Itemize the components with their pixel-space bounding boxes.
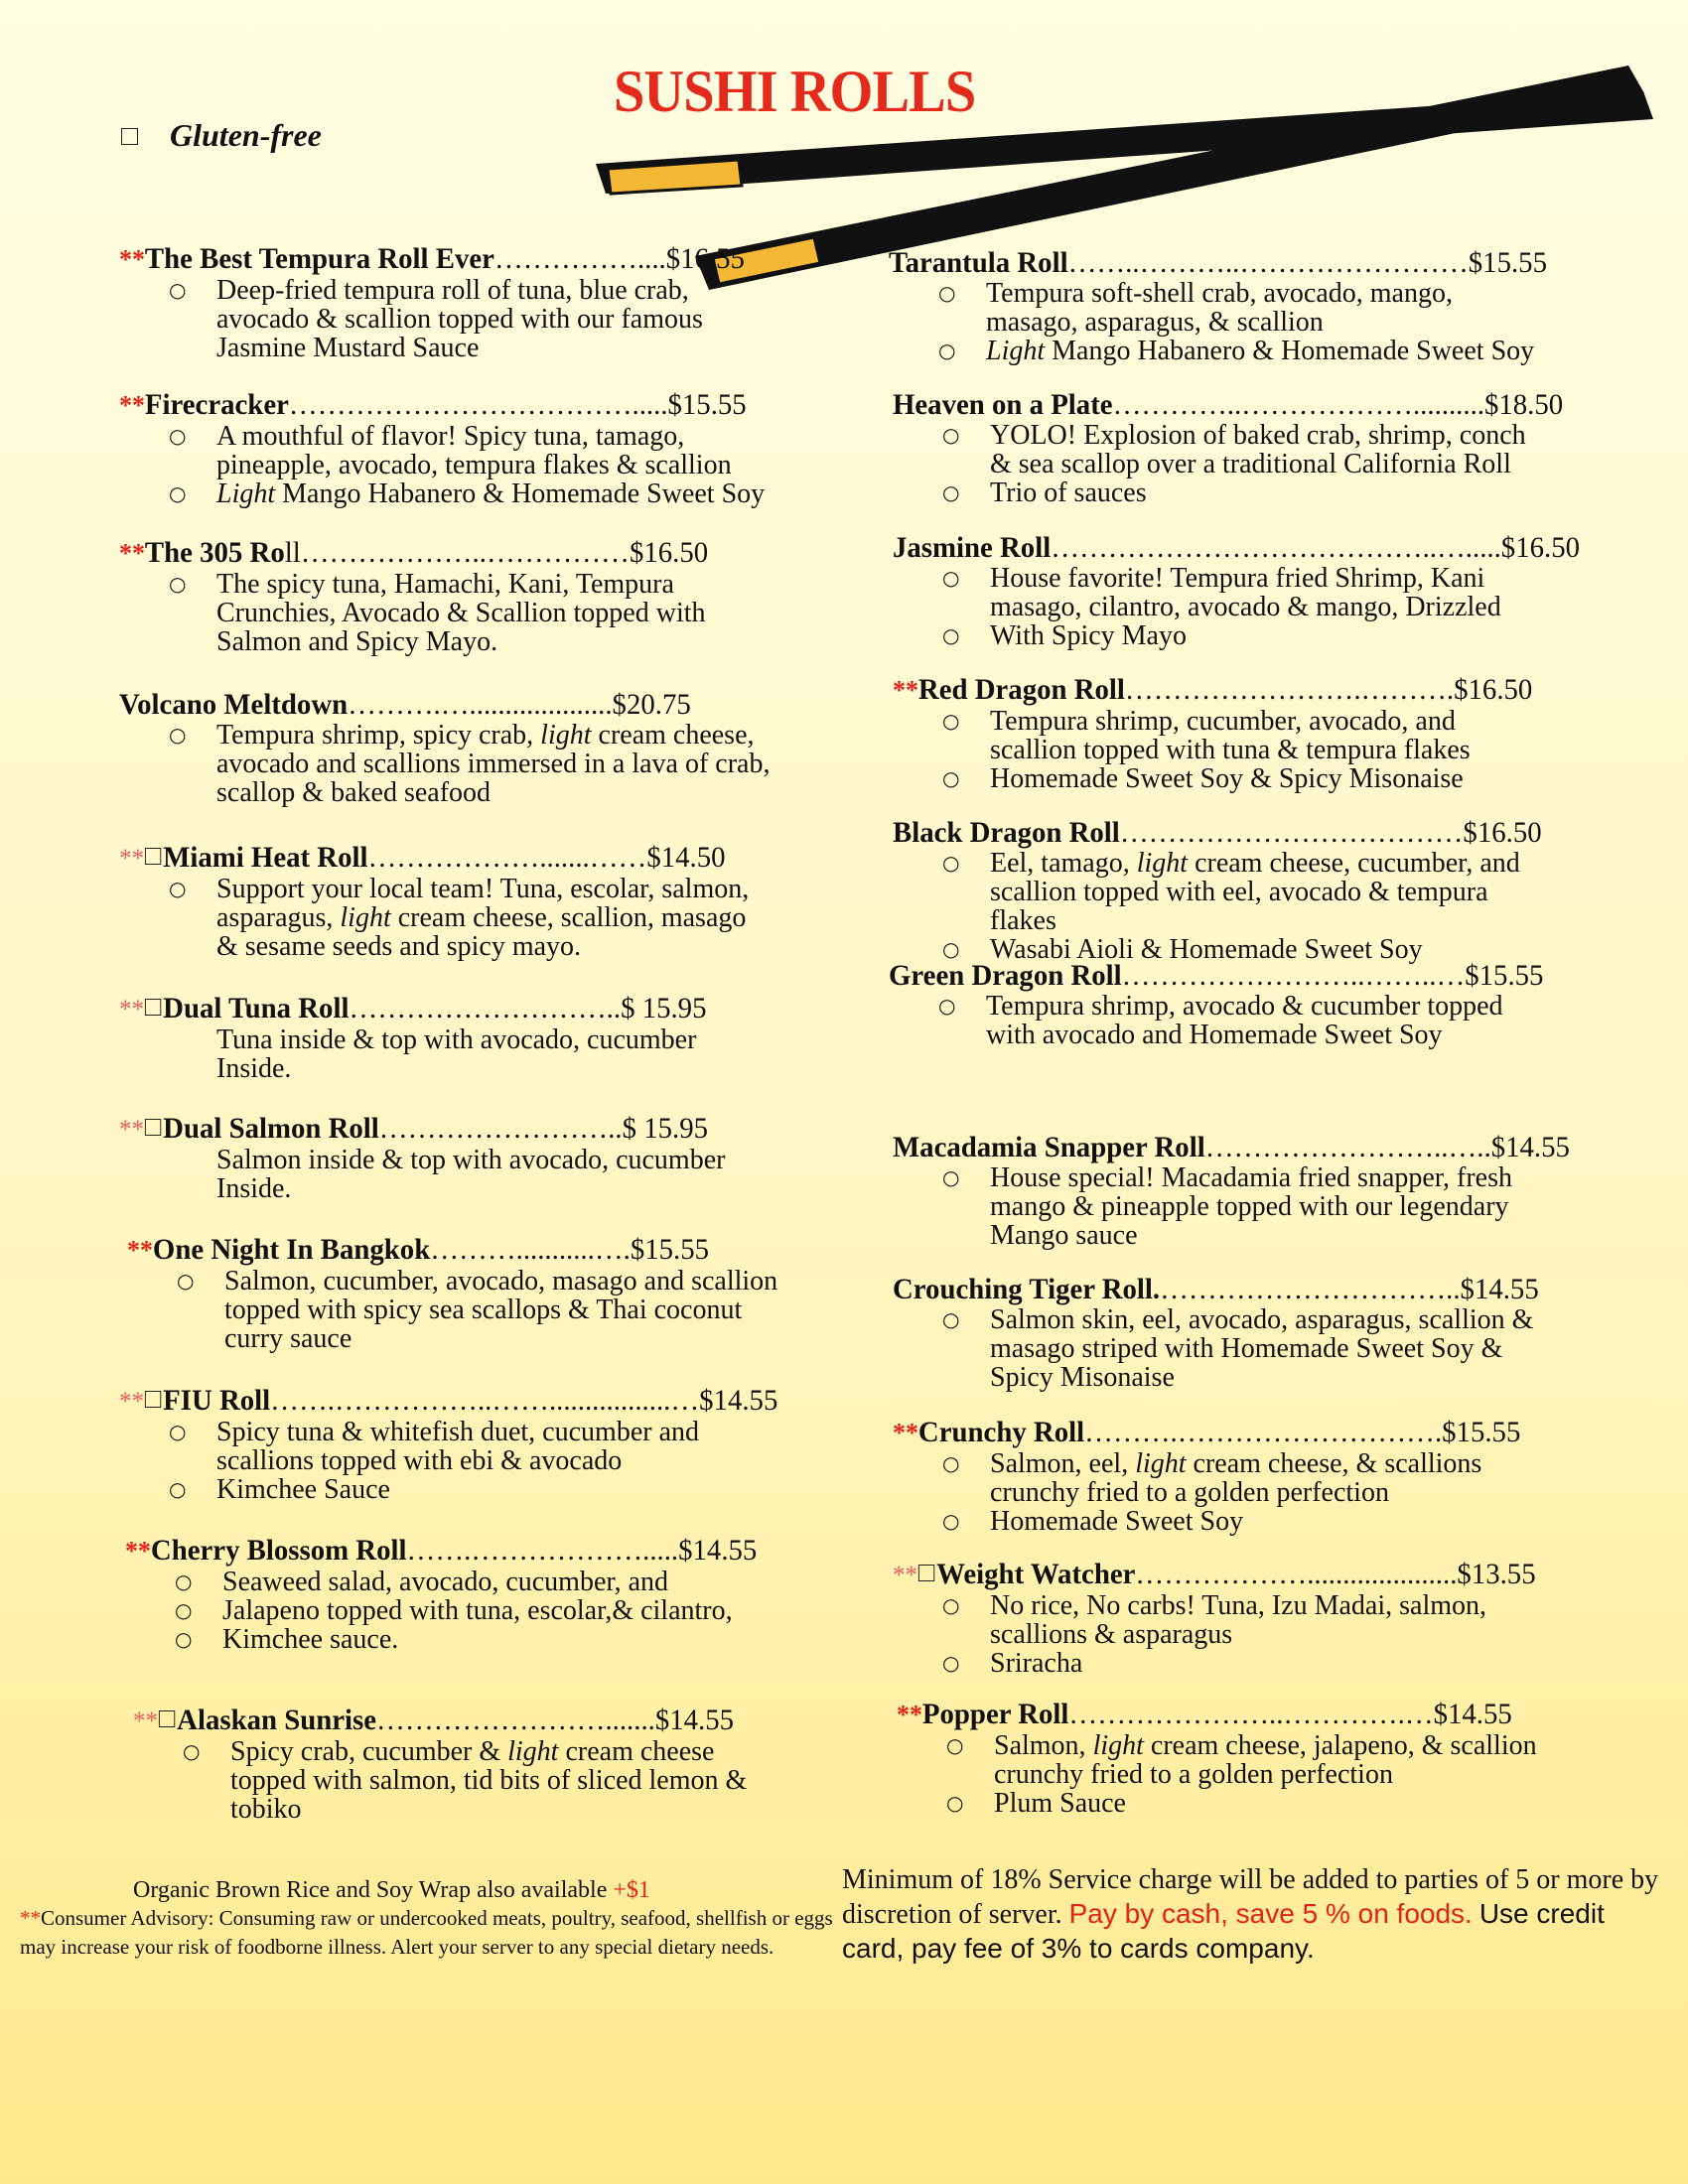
description-line: Salmon inside & top with avocado, cucumber [216,1145,726,1175]
menu-item-name: Red Dragon Roll [917,673,1125,706]
description-line: ○ Wasabi Aioli & Homemade Sweet Soy [893,935,1667,964]
menu-item-price: $16.50 [1500,531,1581,564]
description-line: Tuna inside & top with avocado, cucumber [216,1024,697,1055]
menu-item-description [893,849,1667,964]
description-line: ○ Salmon, light cream cheese, jalapeno, & scallion [897,1731,1671,1760]
description-line: ○ Spicy crab, cucumber & light cream cheese [133,1737,908,1766]
description-line: Inside. [216,1173,292,1204]
menu-item-header [889,959,1632,992]
raw-advisory-marker: ** [893,1561,917,1589]
description-line: ○ Kimchee Sauce [119,1475,894,1504]
menu-item-dual-salmon-roll [119,1112,894,1203]
description-line: ○ Plum Sauce [897,1789,1671,1818]
gluten-free-checkbox-icon [159,1710,175,1727]
description-line: crunchy fried to a golden perfection [994,1759,1393,1790]
menu-item-name: Popper Roll [921,1698,1069,1730]
menu-item-header [893,1416,1636,1449]
dot-leader: …………….... [493,242,666,275]
description-line: Jasmine Mustard Sauce [216,333,480,363]
menu-item-price: $ 15.95 [621,992,707,1024]
menu-item-description [119,570,894,656]
menu-item-description [893,1163,1667,1250]
service-charge-note: Minimum of 18% Service charge will be added to parties of 5 or more by discretion of server. Pay by cash, save 5 % on foods. Use credit card, pay fee of 3% to cards company. [842,1864,1659,1964]
menu-item-name: Alaskan Sunrise [177,1704,377,1736]
menu-item-name: Dual Tuna Roll [163,992,350,1024]
description-line: ○ Homemade Sweet Soy [893,1507,1667,1536]
description-line: Inside. [216,1053,292,1084]
gluten-free-checkbox-icon [145,1391,161,1408]
description-line: ○ Kimchee sauce. [125,1625,900,1654]
description-line: asparagus, light cream cheese, scallion, masago [216,902,747,933]
menu-item-description [893,1591,1667,1678]
menu-item-firecracker [119,388,894,508]
menu-item-one-night-in-bangkok [127,1233,902,1353]
description-line: ○ Deep-fried tempura roll of tuna, blue crab, [119,276,894,305]
gluten-free-label: Gluten-free [170,117,322,153]
description-line: ○ Salmon, eel, light cream cheese, & scallions [893,1449,1667,1478]
menu-item-description [893,1449,1667,1536]
description-line: ○ Homemade Sweet Soy & Spicy Misonaise [893,764,1667,793]
menu-item-name: FIU Roll [163,1384,271,1417]
menu-item-description [119,1025,894,1083]
description-line: flakes [990,905,1056,936]
menu-item-price: $14.55 [678,1534,758,1567]
description-line: ○ Salmon skin, eel, avocado, asparagus, scallion & [893,1305,1667,1334]
description-line: masago, asparagus, & scallion [986,307,1324,338]
brown-rice-note: Organic Brown Rice and Soy Wrap also available +$1 [133,1877,650,1903]
description-line: scallions & asparagus [990,1619,1233,1650]
description-line: ○ Trio of sauces [893,478,1667,507]
menu-item-header [133,1704,877,1737]
menu-item-header [119,688,863,721]
dot-leader: …………………….………. [1124,673,1455,706]
description-line: & sea scallop over a traditional California Roll [990,449,1511,479]
menu-item-header [119,536,863,570]
menu-item-header [893,673,1636,707]
description-line: avocado & scallion topped with our famous [216,304,703,335]
menu-item-name: Heaven on a Plate [893,388,1113,421]
description-line: scallion topped with tuna & tempura flakes [990,735,1471,765]
menu-item-name: Crunchy Roll [917,1416,1085,1448]
menu-item-description [133,1737,908,1824]
description-line: ○ Tempura shrimp, avocado & cucumber topped [889,992,1663,1021]
checkbox-square-icon [121,128,138,145]
gluten-free-checkbox-icon [145,848,161,865]
dot-leader: ………………………….. [1160,1273,1461,1305]
menu-item-price: $15.55 [630,1233,710,1266]
menu-item-price: $13.55 [1457,1558,1536,1590]
menu-item-header [119,841,863,875]
menu-item-popper-roll [897,1698,1671,1818]
description-line: ○ Support your local team! Tuna, escolar, salmon, [119,875,894,903]
menu-item-price: $14.55 [699,1384,778,1417]
description-line: ○ Tempura shrimp, cucumber, avocado, and [893,707,1667,736]
description-line: ○ Jalapeno topped with tuna, escolar,& cilantro, [125,1596,900,1625]
menu-item-name: Crouching Tiger Roll. [893,1273,1161,1305]
menu-item-header [893,1273,1636,1305]
description-line: with avocado and Homemade Sweet Soy [986,1020,1443,1050]
menu-item-volcano-meltdown [119,688,894,807]
menu-item-name: Miami Heat Roll [163,841,368,874]
menu-item-name: Tarantula Roll [889,246,1068,279]
description-line: masago striped with Homemade Sweet Soy & [990,1333,1503,1364]
menu-item-the-best-tempura-roll-ever [119,242,894,362]
gluten-free-legend [121,117,322,154]
raw-advisory-marker: ** [119,538,145,568]
description-line: avocado and scallions immersed in a lava of crab, [216,749,771,779]
menu-item-name: Volcano Meltdown [119,688,349,721]
menu-item-name: The 305 Ro [144,536,285,569]
menu-item-price: $ 15.95 [622,1112,709,1145]
menu-item-header [897,1698,1640,1731]
description-line: ○ The spicy tuna, Hamachi, Kani, Tempura [119,570,894,599]
menu-item-dual-tuna-roll [119,992,894,1083]
card-fee-note: Use credit card, pay fee of 3% to cards company. [842,1898,1605,1964]
menu-item-description [893,707,1667,793]
menu-item-name: Dual Salmon Roll [163,1112,379,1145]
gluten-free-checkbox-icon [918,1565,934,1581]
menu-item-description [125,1568,900,1654]
menu-item-name: The Best Tempura Roll Ever [144,242,494,275]
menu-item-description [893,1305,1667,1392]
menu-item-alaskan-sunrise [133,1704,908,1824]
menu-item-description [119,1146,894,1203]
menu-item-header [119,1112,863,1146]
menu-item-weight-watcher [893,1558,1667,1678]
menu-item-description [127,1267,902,1353]
description-line: scallions topped with ebi & avocado [216,1445,623,1476]
dot-leader: ………………..................... [1135,1558,1458,1590]
menu-item-header [893,1131,1636,1163]
menu-item-price: $14.50 [646,841,726,874]
menu-item-jasmine-roll [893,531,1667,650]
menu-item-tarantula-roll [889,246,1663,365]
menu-item-description [119,276,894,362]
description-line: Salmon and Spicy Mayo. [216,626,498,657]
dot-leader: …………………..………….… [1068,1698,1434,1730]
description-line: ○ Eel, tamago, light cream cheese, cucumber, and [893,849,1667,878]
menu-item-red-dragon-roll [893,673,1667,793]
description-line: ○ Tempura shrimp, spicy crab, light cream cheese, [119,721,894,750]
menu-item-description [897,1731,1671,1818]
menu-item-fiu-roll [119,1384,894,1504]
menu-item-price: $16.55 [665,242,745,275]
menu-item-price: $15.55 [1442,1416,1521,1448]
dot-leader: ……………………….. [349,992,622,1024]
dot-leader: ………………..…………… [300,536,630,569]
dot-leader: ……….….................... [348,688,613,721]
menu-item-name: Jasmine Roll [893,531,1052,564]
menu-item-name: One Night In Bangkok [152,1233,431,1266]
menu-item-description [889,279,1663,365]
raw-advisory-marker: ** [119,390,145,420]
description-line: masago, cilantro, avocado & mango, Drizzled [990,592,1501,622]
menu-item-header [893,816,1636,849]
description-line: Crunchies, Avocado & Scallion topped with [216,598,706,628]
menu-item-header [119,992,863,1025]
description-line: topped with salmon, tid bits of sliced lemon & [230,1765,748,1796]
description-line: ○ Light Mango Habanero & Homemade Sweet Soy [889,337,1663,365]
consumer-advisory: **Consumer Advisory: Consuming raw or undercooked meats, poultry, seafood, shellfish or eggs may increase your risk of foodborne illness. Alert your server to any special dietary needs. [20,1906,833,1959]
raw-advisory-marker: ** [119,244,145,274]
menu-item-price: $16.50 [1463,816,1542,849]
description-line: ○ With Spicy Mayo [893,621,1667,650]
menu-item-price: $16.50 [1454,673,1533,706]
raw-advisory-marker: ** [897,1700,922,1729]
menu-item-price: $15.55 [667,388,747,421]
menu-item-name: Cherry Blossom Roll [150,1534,407,1567]
raw-advisory-marker: ** [119,995,144,1024]
raw-advisory-marker: ** [119,1387,144,1416]
description-line: scallion topped with eel, avocado & tempura [990,877,1488,907]
menu-item-price: $14.55 [1490,1131,1570,1163]
description-line: & sesame seeds and spicy mayo. [216,931,582,962]
dot-leader: …….………………..... [406,1534,679,1567]
cash-discount-note: Pay by cash, save 5 % on foods. [1068,1898,1473,1929]
dot-leader: ……….………………………. [1084,1416,1443,1448]
menu-item-header [893,1558,1636,1591]
menu-item-header [119,242,863,276]
menu-item-header [119,1384,863,1418]
raw-advisory-marker: ** [893,675,918,705]
gluten-free-checkbox-icon [145,1119,161,1136]
description-line: ○ Tempura soft-shell crab, avocado, mango, [889,279,1663,308]
brown-rice-price: +$1 [613,1877,650,1903]
menu-item-crunchy-roll [893,1416,1667,1536]
description-line: ○ No rice, No carbs! Tuna, Izu Madai, salmon, [893,1591,1667,1620]
raw-advisory-marker: ** [119,1115,144,1144]
dot-leader: ………………………………..... [288,388,668,421]
description-line: ○ Spicy tuna & whitefish duet, cucumber and [119,1418,894,1446]
menu-item-description [893,564,1667,650]
menu-item-description [119,721,894,807]
dot-leader: …………………………………..…..... [1051,531,1501,564]
menu-item-name: Weight Watcher [936,1558,1136,1590]
menu-item-description [119,422,894,508]
menu-item-heaven-on-a-plate [893,388,1667,507]
description-line: pineapple, avocado, tempura flakes & scallion [216,450,732,480]
menu-item-black-dragon-roll [893,816,1667,964]
page-title: SUSHI ROLLS [614,59,976,124]
menu-item-price: $15.55 [1468,246,1547,279]
menu-item-cherry-blossom-roll [125,1534,900,1654]
raw-advisory-marker: ** [119,844,144,873]
dot-leader: ……………………..….. [1204,1131,1491,1163]
raw-advisory-marker: ** [893,1418,918,1447]
menu-item-miami-heat-roll [119,841,894,961]
raw-advisory-marker: ** [127,1235,153,1265]
menu-item-price: $14.55 [1433,1698,1512,1730]
menu-item-description [119,875,894,961]
dot-leader: …….……………..…….................… [270,1384,700,1417]
description-line: ○ A mouthful of flavor! Spicy tuna, tamago, [119,422,894,451]
menu-item-description [893,421,1667,507]
description-line: ○ Sriracha [893,1649,1667,1678]
description-line: Spicy Misonaise [990,1362,1175,1393]
raw-advisory-marker: ** [125,1536,151,1566]
dot-leader: ……………….......…… [367,841,647,874]
dot-leader: ……………………..……..… [1121,959,1466,992]
menu-item-name-tail: ll [284,536,301,569]
description-line: tobiko [230,1794,302,1825]
menu-item-description [119,1418,894,1504]
description-line: crunchy fried to a golden perfection [990,1477,1389,1508]
footer-notes [20,1876,844,1962]
menu-item-price: $20.75 [612,688,691,721]
dot-leader: …………..……………….......... [1112,388,1484,421]
menu-item-header [119,388,863,422]
description-line: scallop & baked seafood [216,777,492,808]
menu-item-price: $14.55 [654,1704,735,1736]
description-line: mango & pineapple topped with our legendary [990,1191,1509,1222]
menu-item-name: Firecracker [144,388,289,421]
description-line: ○ Salmon, cucumber, avocado, masago and scallion [127,1267,902,1296]
description-line: ○ Seaweed salad, avocado, cucumber, and [125,1568,900,1596]
menu-item-name: Green Dragon Roll [889,959,1122,992]
dot-leader: …………………….. [378,1112,623,1145]
menu-item-header [893,388,1636,421]
menu-item-price: $15.55 [1465,959,1544,992]
gluten-free-checkbox-icon [145,999,161,1016]
description-line: ○ House favorite! Tempura fried Shrimp, Kani [893,564,1667,593]
menu-item-green-dragon-roll [889,959,1663,1049]
menu-item-crouching-tiger-roll [893,1273,1667,1392]
menu-item-header [125,1534,869,1568]
dot-leader: ……..………..…………………… [1067,246,1469,279]
menu-item-price: $18.50 [1483,388,1564,421]
menu-item-name: Black Dragon Roll [893,816,1120,849]
description-line: ○ Light Mango Habanero & Homemade Sweet Soy [119,479,894,508]
menu-item-header [889,246,1632,279]
dot-leader: ……………………………… [1119,816,1464,849]
raw-advisory-marker: ** [133,1706,158,1735]
description-line: ○ House special! Macadamia fried snapper, fresh [893,1163,1667,1192]
menu-item-description [889,992,1663,1049]
menu-item-header [127,1233,871,1267]
dot-leader: ……………………....... [376,1704,655,1736]
menu-item-price: $16.50 [629,536,709,569]
description-line: Mango sauce [990,1220,1138,1251]
menu-item-name: Macadamia Snapper Roll [893,1131,1205,1163]
description-line: topped with spicy sea scallops & Thai coconut [224,1295,743,1325]
menu-item-macadamia-snapper-roll [893,1131,1667,1250]
menu-item-the-305-ro [119,536,894,656]
description-line: ○ YOLO! Explosion of baked crab, shrimp, conch [893,421,1667,450]
dot-leader: ………...........…. [430,1233,631,1266]
menu-item-price: $14.55 [1460,1273,1539,1305]
description-line: curry sauce [224,1323,352,1354]
menu-item-header [893,531,1636,564]
